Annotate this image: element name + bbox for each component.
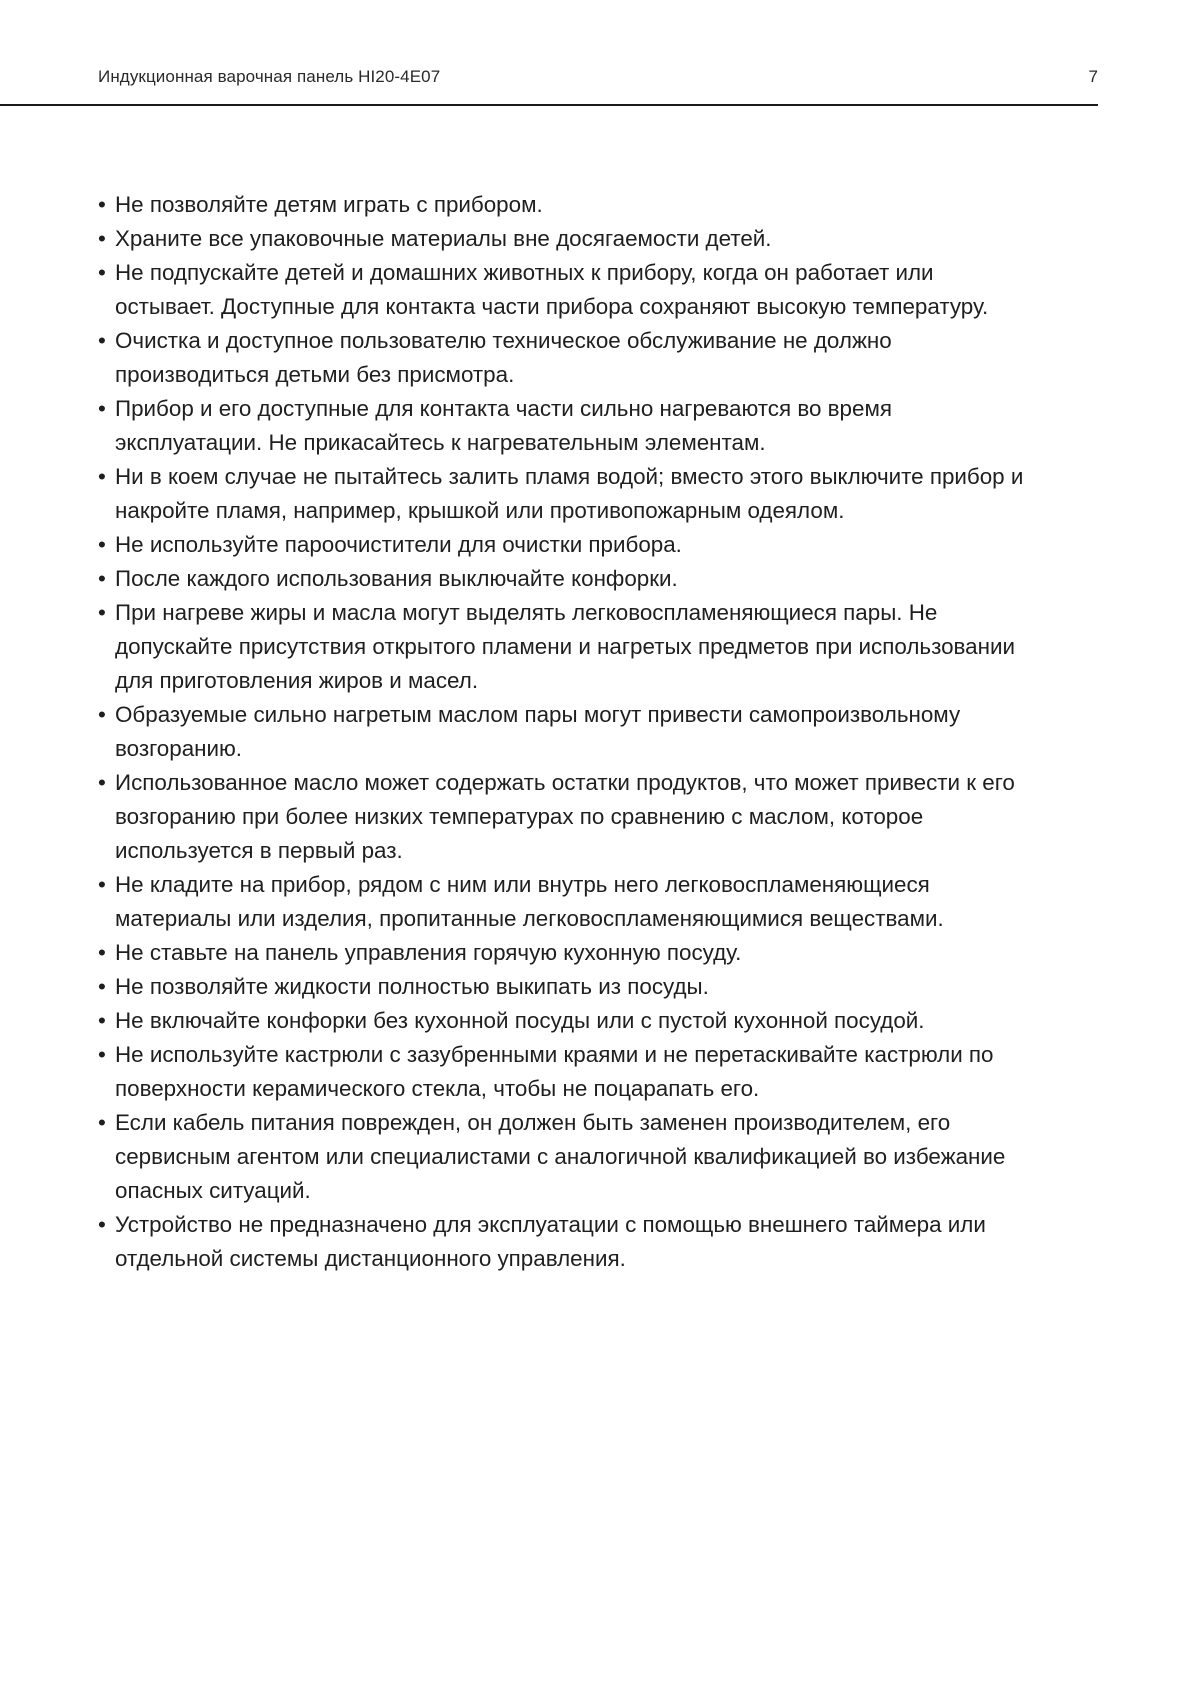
bullet-icon: • bbox=[98, 872, 106, 897]
bullet-icon: • bbox=[98, 1110, 106, 1135]
list-item bbox=[98, 1208, 1038, 1276]
bullet-icon: • bbox=[98, 702, 106, 727]
page-header bbox=[0, 0, 1098, 106]
list-item bbox=[98, 1106, 1038, 1208]
list-item-text: Не включайте конфорки без кухонной посуды или с пустой кухонной посудой. bbox=[115, 1008, 925, 1033]
bullet-icon: • bbox=[98, 1212, 106, 1237]
bullet-icon: • bbox=[98, 532, 106, 557]
bullet-icon: • bbox=[98, 770, 106, 795]
bullet-icon: • bbox=[98, 940, 106, 965]
list-item-text: Храните все упаковочные материалы вне досягаемости детей. bbox=[115, 226, 772, 251]
list-item bbox=[98, 324, 1038, 392]
list-item bbox=[98, 256, 1038, 324]
bullet-icon: • bbox=[98, 260, 106, 285]
bullet-icon: • bbox=[98, 600, 106, 625]
list-item-text: Не ставьте на панель управления горячую кухонную посуду. bbox=[115, 940, 742, 965]
list-item-text: Прибор и его доступные для контакта части сильно нагреваются во время эксплуатации. Не прикасайтесь к нагревательным элементам. bbox=[115, 396, 892, 455]
bullet-icon: • bbox=[98, 1042, 106, 1067]
list-item bbox=[98, 970, 1038, 1004]
list-item-text: Ни в коем случае не пытайтесь залить пламя водой; вместо этого выключите прибор и накройте пламя, например, крышкой или противопожарным одеялом. bbox=[115, 464, 1024, 523]
list-item-text: Не кладите на прибор, рядом с ним или внутрь него легковоспламеняющиеся материалы или изделия, пропитанные легковоспламеняющимися веществами. bbox=[115, 872, 944, 931]
list-item bbox=[98, 1004, 1038, 1038]
list-item bbox=[98, 868, 1038, 936]
list-item bbox=[98, 392, 1038, 460]
header-divider bbox=[0, 104, 1098, 106]
bullet-icon: • bbox=[98, 464, 106, 489]
list-item bbox=[98, 222, 1038, 256]
list-item bbox=[98, 460, 1038, 528]
safety-instructions-list bbox=[98, 188, 1038, 1276]
list-item-text: Очистка и доступное пользователю техническое обслуживание не должно производиться детьми без присмотра. bbox=[115, 328, 892, 387]
list-item bbox=[98, 188, 1038, 222]
list-item-text: Если кабель питания поврежден, он должен быть заменен производителем, его сервисным агентом или специалистами с аналогичной квалификацией во избежание опасных ситуаций. bbox=[115, 1110, 1006, 1203]
bullet-icon: • bbox=[98, 192, 106, 217]
list-item-text: Образуемые сильно нагретым маслом пары могут привести самопроизвольному возгоранию. bbox=[115, 702, 961, 761]
list-item bbox=[98, 1038, 1038, 1106]
list-item-text: Не используйте кастрюли с зазубренными краями и не перетаскивайте кастрюли по поверхности керамического стекла, чтобы не поцарапать его. bbox=[115, 1042, 994, 1101]
list-item bbox=[98, 528, 1038, 562]
bullet-icon: • bbox=[98, 328, 106, 353]
list-item-text: Не позволяйте жидкости полностью выкипать из посуды. bbox=[115, 974, 709, 999]
list-item-text: Не подпускайте детей и домашних животных к прибору, когда он работает или остывает. Доступные для контакта части прибора сохраняют высокую температуру. bbox=[115, 260, 989, 319]
bullet-icon: • bbox=[98, 1008, 106, 1033]
list-item bbox=[98, 562, 1038, 596]
list-item-text: Не позволяйте детям играть с прибором. bbox=[115, 192, 543, 217]
bullet-icon: • bbox=[98, 396, 106, 421]
bullet-icon: • bbox=[98, 566, 106, 591]
list-item bbox=[98, 596, 1038, 698]
list-item bbox=[98, 766, 1038, 868]
list-item-text: При нагреве жиры и масла могут выделять легковоспламеняющиеся пары. Не допускайте присутствия открытого пламени и нагретых предметов при использовании для приготовления жиров и масел. bbox=[115, 600, 1016, 693]
list-item-text: Использованное масло может содержать остатки продуктов, что может привести к его возгоранию при более низких температурах по сравнению с маслом, которое используется в первый раз. bbox=[115, 770, 1015, 863]
bullet-icon: • bbox=[98, 974, 106, 999]
list-item-text: После каждого использования выключайте конфорки. bbox=[115, 566, 678, 591]
bullet-icon: • bbox=[98, 226, 106, 251]
page-number: 7 bbox=[1088, 67, 1098, 86]
list-item-text: Не используйте пароочистители для очистки прибора. bbox=[115, 532, 682, 557]
list-item bbox=[98, 698, 1038, 766]
list-item-text: Устройство не предназначено для эксплуатации с помощью внешнего таймера или отдельной системы дистанционного управления. bbox=[115, 1212, 986, 1271]
list-item bbox=[98, 936, 1038, 970]
document-title: Индукционная варочная панель HI20-4E07 bbox=[98, 67, 441, 86]
